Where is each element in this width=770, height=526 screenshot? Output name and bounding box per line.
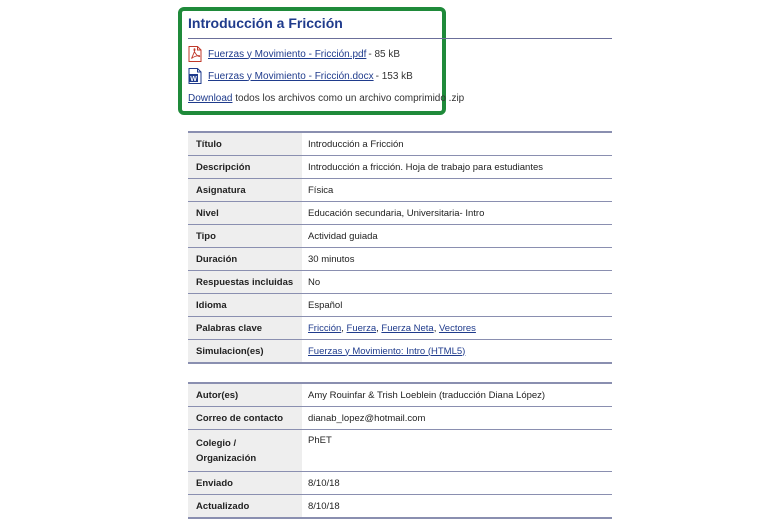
row-value: 8/10/18 [308, 495, 612, 519]
row-value: 8/10/18 [308, 472, 612, 495]
row-value: Física [308, 179, 612, 202]
table-row [188, 179, 612, 202]
table-row [188, 317, 612, 340]
keyword-link[interactable]: Fuerza Neta [381, 322, 434, 334]
row-value: Introducción a fricción. Hoja de trabajo para estudiantes [308, 156, 612, 179]
pdf-file-link[interactable]: Fuerzas y Movimiento - Fricción.pdf [208, 48, 367, 60]
row-value: Introducción a Fricción [308, 132, 612, 156]
table-row [188, 495, 612, 519]
title-divider [188, 38, 612, 39]
row-label: Simulacion(es) [188, 340, 302, 364]
table-row [188, 156, 612, 179]
file-row-pdf [188, 46, 400, 62]
row-value: dianab_lopez@hotmail.com [308, 407, 612, 430]
svg-text:W: W [190, 75, 197, 83]
table-row [188, 132, 612, 156]
download-all-link[interactable]: Download [188, 93, 233, 104]
row-value: Actividad guiada [308, 225, 612, 248]
pdf-icon [188, 46, 202, 62]
table-row [188, 407, 612, 430]
row-label: Título [188, 132, 302, 156]
pdf-file-size: - 85 kB [368, 48, 401, 60]
keyword-link[interactable]: Vectores [438, 322, 476, 334]
row-label: Descripción [188, 156, 302, 179]
row-value: Educación secundaria, Universitaria- Intro [308, 202, 612, 225]
details-table [188, 131, 612, 364]
row-value: PhET [308, 430, 612, 472]
keywords-cell: Fricción, Fuerza, Fuerza Neta, Vectores [308, 317, 612, 340]
table-row [188, 271, 612, 294]
page-title: Introducción a Fricción [188, 15, 343, 31]
keyword-link[interactable]: Fricción [308, 322, 342, 334]
row-label: Duración [188, 248, 302, 271]
file-row-docx [188, 68, 413, 84]
row-label: Colegio / Organización [188, 430, 302, 472]
row-value: Amy Rouinfar & Trish Loeblein (traducción Diana López) [308, 383, 612, 407]
row-label: Idioma [188, 294, 302, 317]
row-label: Actualizado [188, 495, 302, 519]
row-label: Nivel [188, 202, 302, 225]
author-table [188, 382, 612, 519]
row-label: Autor(es) [188, 383, 302, 407]
row-value [308, 340, 612, 364]
row-label: Asignatura [188, 179, 302, 202]
row-label: Tipo [188, 225, 302, 248]
table-row [188, 202, 612, 225]
row-label: Palabras clave [188, 317, 302, 340]
row-value: Español [308, 294, 612, 317]
keyword-link[interactable]: Fuerza [346, 322, 377, 334]
word-icon [188, 68, 202, 84]
table-row [188, 430, 612, 472]
table-row [188, 383, 612, 407]
docx-file-size: - 153 kB [375, 70, 413, 82]
table-row [188, 340, 612, 364]
simulation-link[interactable]: Fuerzas y Movimiento: Intro (HTML5) [308, 345, 466, 357]
table-row [188, 248, 612, 271]
table-row [188, 472, 612, 495]
row-value: No [308, 271, 612, 294]
row-label: Respuestas incluidas [188, 271, 302, 294]
docx-file-link[interactable]: Fuerzas y Movimiento - Fricción.docx [208, 70, 374, 82]
table-row [188, 294, 612, 317]
row-label: Enviado [188, 472, 302, 495]
table-row [188, 225, 612, 248]
row-label: Correo de contacto [188, 407, 302, 430]
download-all-row [188, 93, 464, 104]
download-all-text: todos los archivos como un archivo comprimido .zip [232, 93, 465, 104]
row-value: 30 minutos [308, 248, 612, 271]
